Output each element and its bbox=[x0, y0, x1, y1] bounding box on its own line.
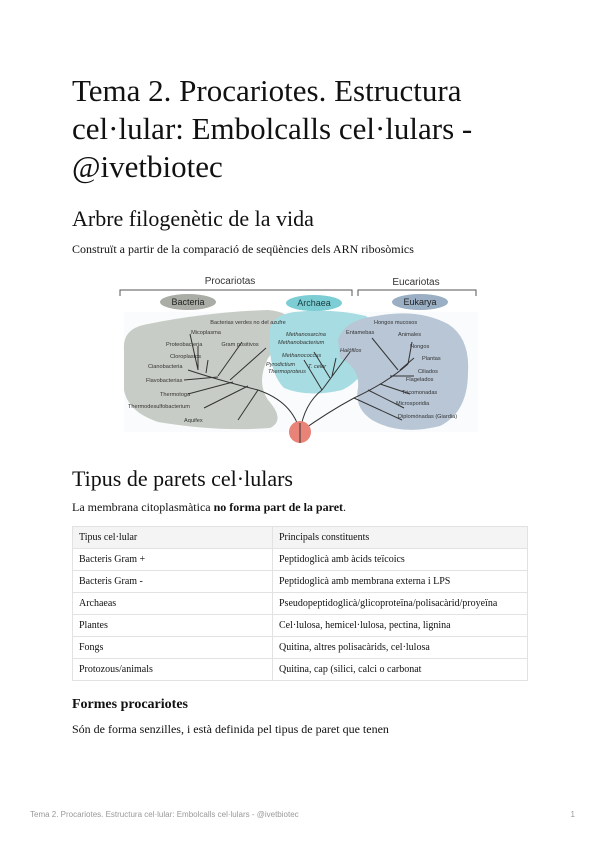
taxon-pyrodictium: Pyrodictium bbox=[266, 362, 296, 368]
shapes-text: Són de forma senzilles, i està definida pel tipus de paret que tenen bbox=[72, 722, 389, 736]
table-cell: Fongs bbox=[73, 637, 273, 659]
table-cell: Peptidoglicà amb àcids teïcoics bbox=[273, 549, 528, 571]
taxon-flagellates: Flagelados bbox=[406, 377, 434, 383]
taxon-thermoproteus: Thermoproteus bbox=[268, 369, 306, 375]
taxon-chloroplasts: Cloroplastos bbox=[170, 354, 202, 360]
group-label-procariotas: Procariotas bbox=[204, 276, 256, 287]
table-cell: Bacteris Gram - bbox=[73, 571, 273, 593]
taxon-diplomonads: Diplomónadas (Giardia) bbox=[398, 414, 458, 420]
taxon-methanosarcina: Methanosarcina bbox=[286, 332, 326, 338]
table-cell: Protozous/animals bbox=[73, 659, 273, 681]
table-cell: Peptidoglicà amb membrana externa i LPS bbox=[273, 571, 528, 593]
cell-wall-table bbox=[72, 526, 528, 681]
domain-label-bacteria: Bacteria bbox=[171, 297, 205, 307]
taxon-ciliates: Ciliados bbox=[418, 369, 438, 375]
taxon-trichomonads: Tricomonadas bbox=[402, 390, 438, 396]
walls-intro bbox=[72, 499, 346, 515]
table-row bbox=[73, 549, 528, 571]
table-row bbox=[73, 615, 528, 637]
table-cell: Plantes bbox=[73, 615, 273, 637]
walls-intro-end: . bbox=[343, 500, 347, 514]
tree-intro: Construït a partir de la comparació de seqüències dels ARN ribosòmics bbox=[72, 242, 414, 256]
taxon-t-celer: T. celer bbox=[308, 364, 327, 370]
footer-text: Tema 2. Procariotes. Estructura cel·lular: Embolcalls cel·lulars - @ivetbiotec bbox=[30, 810, 299, 819]
section-heading-shapes: Formes procariotes bbox=[72, 697, 188, 712]
taxon-plants: Plantas bbox=[422, 356, 441, 362]
document-title: Tema 2. Procariotes. Estructura cel·lular: Embolcalls cel·lulars - @ivetbiotec bbox=[72, 73, 473, 184]
table-cell: Quitina, cap (silici, calci o carbonat bbox=[273, 659, 528, 681]
walls-intro-plain: La membrana citoplasmàtica bbox=[72, 500, 214, 514]
taxon-animals: Animales bbox=[398, 332, 422, 338]
taxon-mycoplasma: Micoplasma bbox=[191, 330, 221, 336]
table-cell: Quitina, altres polisacàrids, cel·lulosa bbox=[273, 637, 528, 659]
table-cell: Archaeas bbox=[73, 593, 273, 615]
taxon-methanobacterium: Methanobacterium bbox=[278, 340, 325, 346]
taxon-microsporidia: Microsporidia bbox=[396, 401, 430, 407]
taxon-slime-molds: Hongos mucosos bbox=[374, 320, 418, 326]
taxon-methanococcus: Methanococcus bbox=[282, 353, 322, 359]
taxon-thermotoga: Thermotoga bbox=[160, 392, 191, 398]
table-row bbox=[73, 571, 528, 593]
table-row bbox=[73, 593, 528, 615]
table-row bbox=[73, 659, 528, 681]
table-header-cell-type: Tipus cel·lular bbox=[73, 527, 273, 549]
taxon-cyanobacteria: Cianobacteria bbox=[148, 364, 183, 370]
group-label-eucariotas: Eucariotas bbox=[392, 277, 440, 288]
walls-intro-bold: no forma part de la paret bbox=[213, 500, 344, 514]
page-footer bbox=[30, 810, 575, 819]
taxon-flavobacteria: Flavobacterias bbox=[146, 378, 183, 384]
table-cell: Bacteris Gram + bbox=[73, 549, 273, 571]
taxon-aquifex: Aquifex bbox=[184, 418, 203, 424]
table-cell: Cel·lulosa, hemicel·lulosa, pectina, lignina bbox=[273, 615, 528, 637]
taxon-proteobacteria: Proteobacteria bbox=[166, 342, 203, 348]
taxon-gram-positive: Gram positivos bbox=[221, 342, 259, 348]
taxon-green-nonsulfur: Bacterias verdes no del azufre bbox=[210, 320, 286, 326]
table-cell: Pseudopeptidoglicà/glicoproteïna/polisacàrid/proyeïna bbox=[273, 593, 528, 615]
page-number: 1 bbox=[570, 810, 575, 819]
phylogenetic-tree-figure bbox=[118, 272, 480, 444]
taxon-fungi: Hongos bbox=[410, 344, 430, 350]
taxon-halophiles: Halófilos bbox=[340, 348, 362, 354]
section-heading-walls: Tipus de parets cel·lulars bbox=[72, 466, 293, 491]
table-row bbox=[73, 637, 528, 659]
table-header-cell-constituents: Principals constituents bbox=[273, 527, 528, 549]
section-heading-tree: Arbre filogenètic de la vida bbox=[72, 206, 314, 231]
table-header-row bbox=[73, 527, 528, 549]
taxon-thermodesulfobacterium: Thermodesulfobacterium bbox=[128, 404, 190, 410]
domain-label-archaea: Archaea bbox=[297, 298, 331, 308]
taxon-entamoebae: Entamebas bbox=[346, 330, 375, 336]
domain-label-eukarya: Eukarya bbox=[403, 297, 437, 307]
